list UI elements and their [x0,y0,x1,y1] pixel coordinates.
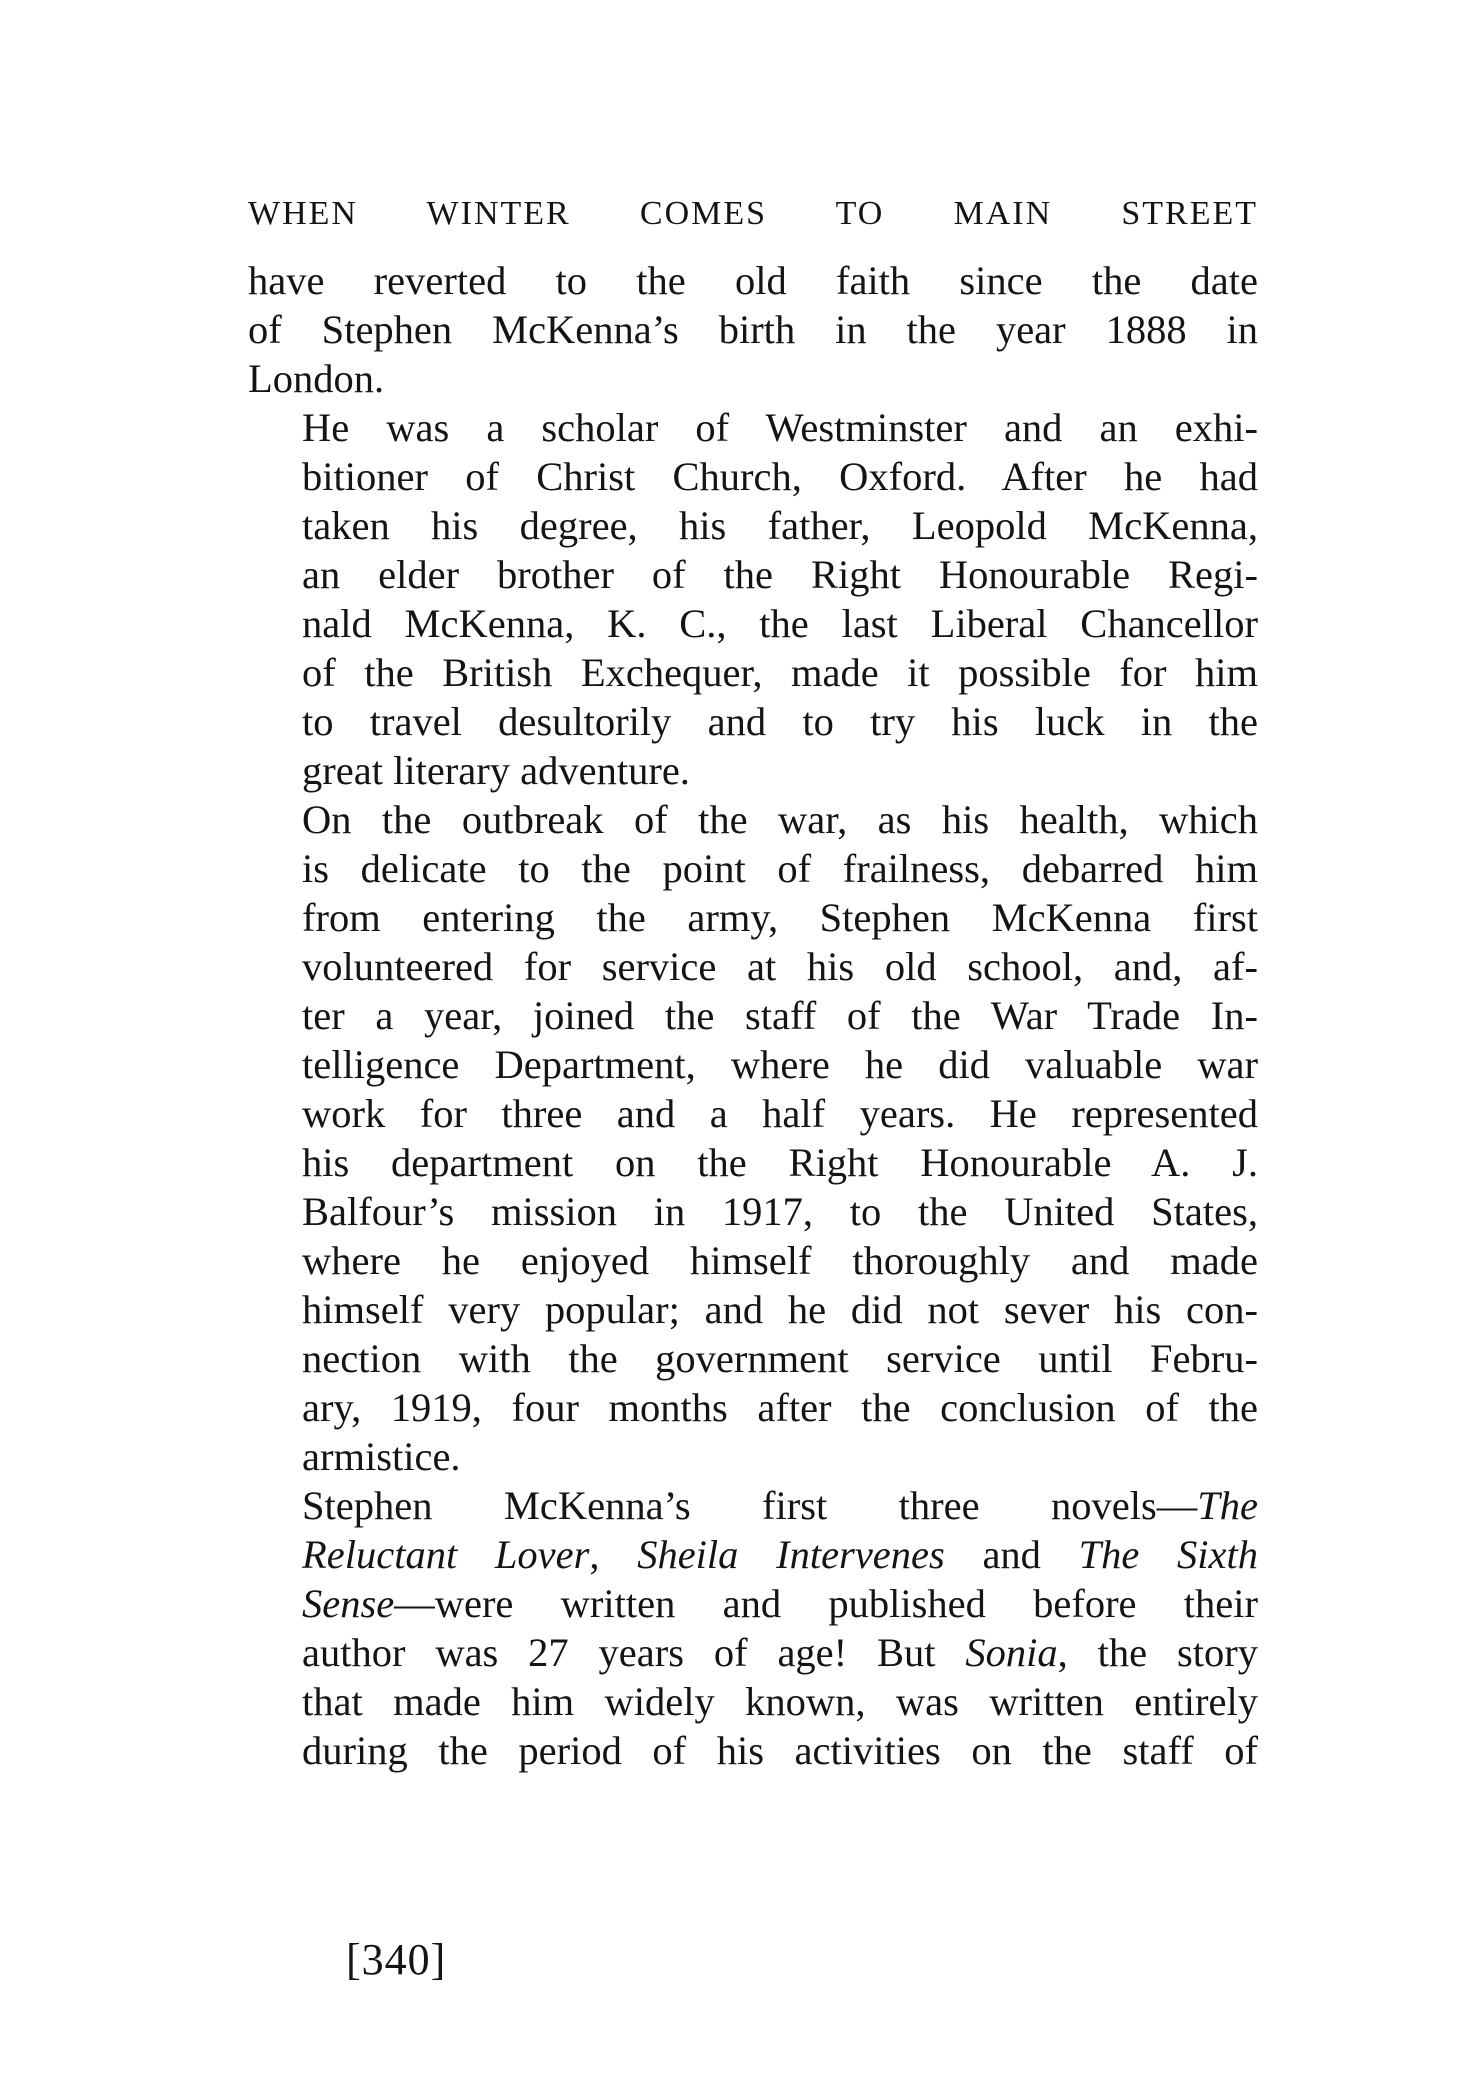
text-line: telligence Department, where he did valuable war [302,1042,1258,1087]
text-line [248,1530,1258,1579]
text-line [248,1481,1258,1530]
text-run: author was 27 years of age! But [302,1630,966,1675]
text-run: Stephen McKenna’s first three novels— [302,1483,1198,1528]
text-line: Balfour’s mission in 1917, to the United States, [302,1189,1258,1234]
text-line: London. [248,356,385,401]
text-line: volunteered for service at his old school, and, af- [302,944,1258,989]
text-line: work for three and a half years. He represented [302,1091,1258,1136]
text-line: armistice. [302,1434,461,1479]
text-run: and [944,1532,1079,1577]
text-line: ary, 1919, four months after the conclusion of the [302,1385,1258,1430]
text-line: nald McKenna, K. C., the last Liberal Chancellor [302,601,1258,646]
text-line: ter a year, joined the staff of the War Trade In- [302,993,1258,1038]
text-line: He was a scholar of Westminster and an exhi- [302,405,1258,450]
text-line: to travel desultorily and to try his luck in the [302,699,1258,744]
book-title-italic: The [1197,1483,1258,1528]
text-line: have reverted to the old faith since the date [248,258,1258,303]
body-text [248,256,1258,1775]
text-line [248,1628,1258,1677]
text-run: , [589,1532,638,1577]
text-line: his department on the Right Honourable A. J. [302,1140,1258,1185]
text-line: from entering the army, Stephen McKenna first [302,895,1258,940]
text-line: great literary adventure. [302,748,690,793]
paragraph-3 [248,795,1258,1481]
text-line: an elder brother of the Right Honourable Regi- [302,552,1258,597]
text-line [248,1579,1258,1628]
text-run: —were written and published before their [394,1581,1258,1626]
text-line: of the British Exchequer, made it possible for him [302,650,1258,695]
text-line: taken his degree, his father, Leopold McKenna, [302,503,1258,548]
text-line: is delicate to the point of frailness, debarred him [302,846,1258,891]
book-title-italic: Sonia [965,1630,1058,1675]
text-line: bitioner of Christ Church, Oxford. After he had [302,454,1258,499]
running-head: WHEN WINTER COMES TO MAIN STREET [248,195,1258,232]
paragraph-1 [248,256,1258,403]
text-line: himself very popular; and he did not sever his con- [302,1287,1258,1332]
book-title-italic: The Sixth [1078,1532,1259,1577]
text-line: where he enjoyed himself thoroughly and made [302,1238,1258,1283]
text-line: nection with the government service until Febru- [302,1336,1258,1381]
paragraph-2 [248,403,1258,795]
paragraph-4 [248,1481,1258,1775]
text-line: during the period of his activities on the staff of [302,1728,1258,1773]
book-title-italic: Reluctant Lover [302,1532,590,1577]
text-line: that made him widely known, was written entirely [302,1679,1258,1724]
book-title-italic: Sense [302,1581,395,1626]
page-number: [340] [346,1935,447,1984]
text-run: , the story [1057,1630,1259,1675]
book-title-italic: Sheila Intervenes [637,1532,945,1577]
book-page [248,192,1258,1775]
text-line: On the outbreak of the war, as his health, which [302,797,1258,842]
text-line: of Stephen McKenna’s birth in the year 1888 in [248,307,1258,352]
